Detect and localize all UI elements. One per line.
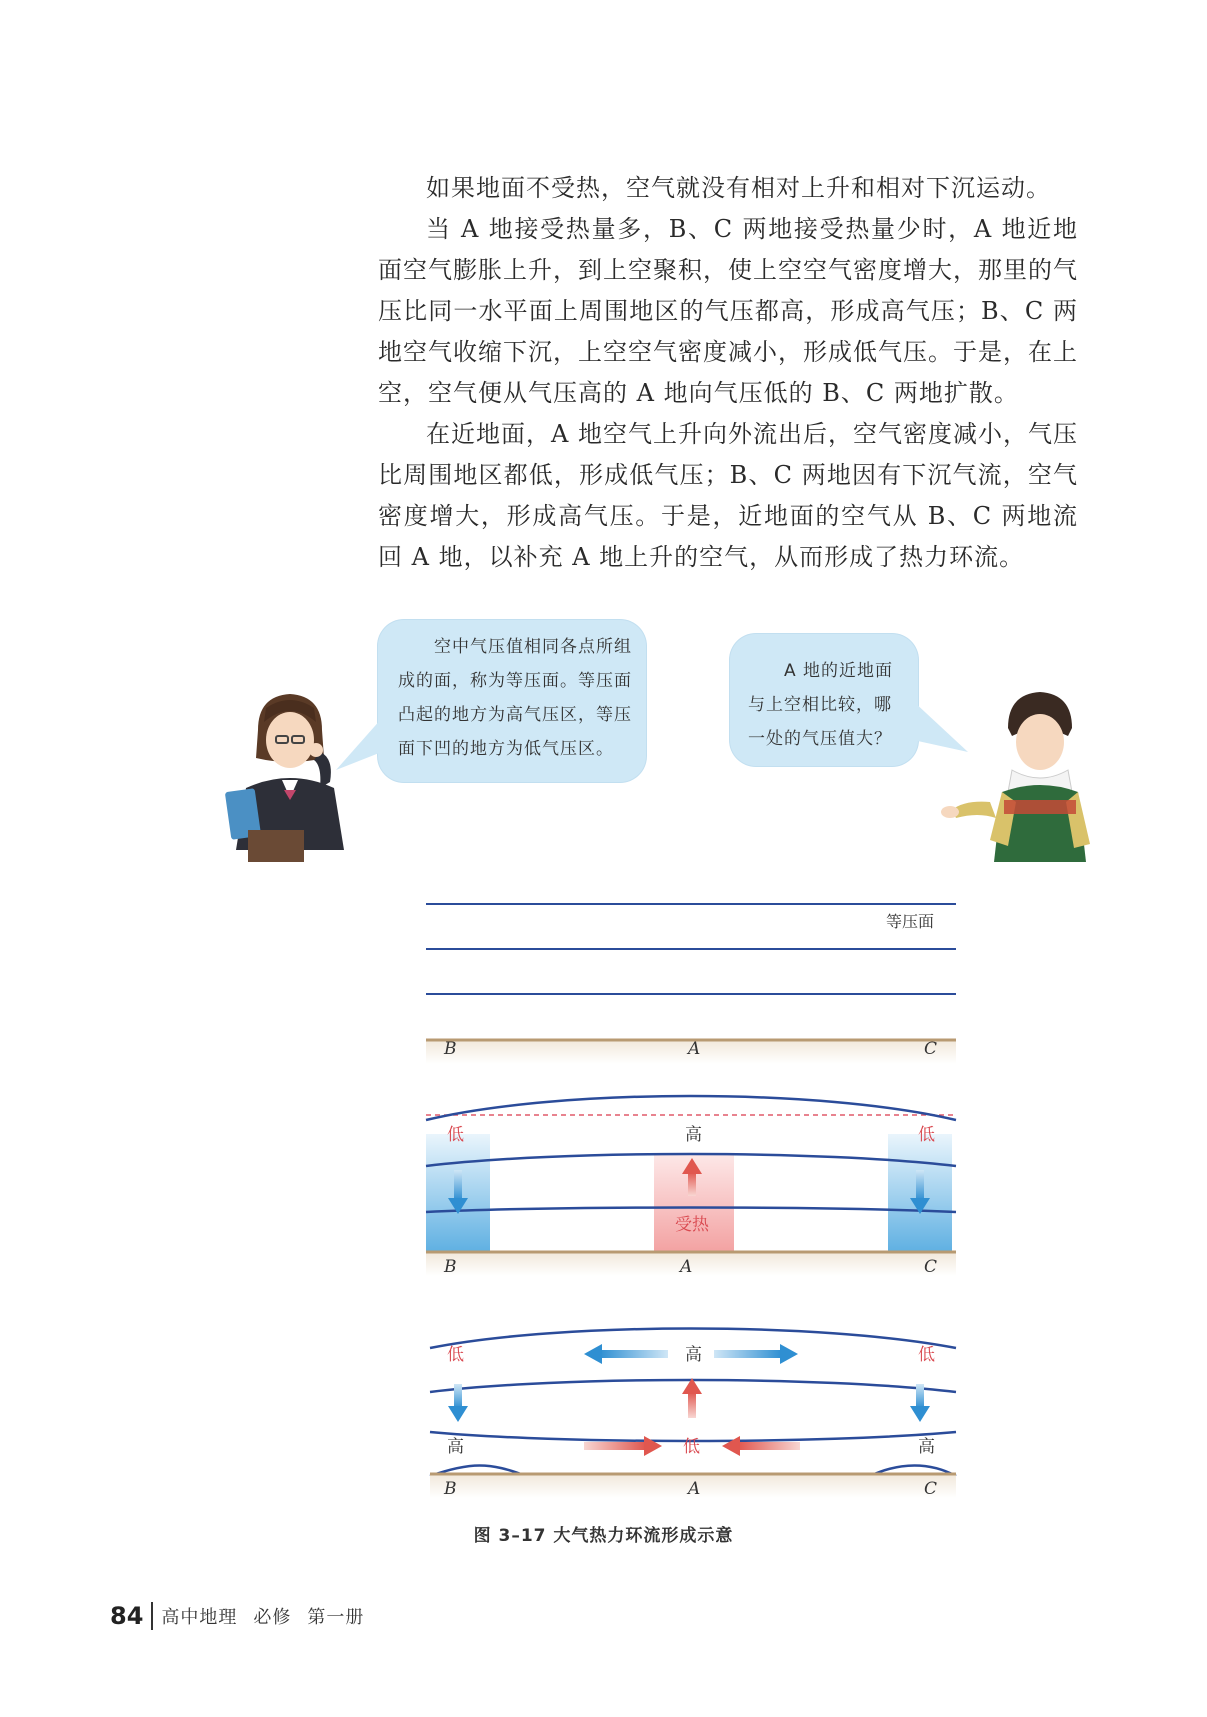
pressure-low-top-left: 低 [447, 1345, 464, 1365]
bubble-line: 一处的气压值大？ [748, 729, 892, 749]
panel-thermal-circulation [430, 1329, 956, 1500]
teacher-character [225, 694, 344, 862]
place-label-a: A [688, 1039, 701, 1059]
pressure-low-top-right: 低 [918, 1345, 935, 1365]
arrow-upper-right [714, 1344, 798, 1364]
figure-caption: 图 3–17 大气热力环流形成示意 [473, 1526, 734, 1546]
bubble-line: 与上空相比较，哪 [748, 695, 892, 715]
bubble-line: 面下凹的地方为低气压区。 [398, 739, 614, 759]
student-speech-bubble [730, 634, 918, 766]
paragraph-1: 如果地面不受热，空气就没有相对上升和相对下沉运动。 [426, 174, 1051, 202]
panel-heated-center [426, 1096, 956, 1277]
place-label-b: B [444, 1479, 457, 1499]
arrow-upper-left [584, 1344, 668, 1364]
book-part: 第一册 [307, 1607, 365, 1628]
paragraph-2: 当 A 地接受热量多，B、C 两地接受热量少时，A 地近地面空气膨胀上升，到上空聚积，使上空空气密度增大，那里的气压比同一水平面上周围地区的气压都高，形成高气压；B、C 两地空气收缩下沉，上空空气密度减小，形成低气压。于是，在上空，空气便从气压高的 A 地向气压低的 B、C 两地扩散。 [378, 215, 1078, 407]
panel-uniform-heating [426, 904, 956, 1064]
place-label-a: A [688, 1479, 701, 1499]
page-footer [110, 1602, 380, 1630]
bubble-line: 成的面，称为等压面。等压面 [398, 671, 632, 691]
book-subject: 高中地理 [161, 1607, 238, 1628]
arrow-up-center [682, 1378, 702, 1418]
pressure-high-center: 高 [685, 1125, 702, 1145]
isobar-label: 等压面 [886, 912, 935, 931]
isobar-line [426, 1096, 956, 1120]
bubble-line: A 地的近地面 [784, 661, 894, 681]
place-label-c: C [924, 1039, 938, 1059]
student-character [941, 692, 1090, 862]
paragraph-3: 在近地面，A 地空气上升向外流出后，空气密度减小，气压比周围地区都低，形成低气压；B、C 两地因有下沉气流，空气密度增大，形成高气压。于是，近地面的空气从 B、C 两地流回 A 地，以补充 A 地上升的空气，从而形成了热力环流。 [378, 420, 1078, 571]
pressure-low-right: 低 [918, 1125, 935, 1145]
body-text [378, 168, 1078, 578]
bubble-line: 凸起的地方为高气压区，等压 [398, 705, 632, 725]
book-title [161, 1603, 380, 1629]
pressure-high-top-center: 高 [685, 1345, 702, 1365]
place-label-c: C [924, 1257, 938, 1277]
page-number: 84 [110, 1602, 144, 1630]
place-label-b: B [444, 1257, 457, 1277]
bubble-line: 空中气压值相同各点所组 [434, 637, 632, 657]
place-label-b: B [444, 1039, 457, 1059]
pressure-low-bottom-center: 低 [683, 1437, 700, 1457]
pressure-high-bottom-right: 高 [918, 1437, 935, 1457]
pressure-low-left: 低 [447, 1125, 464, 1145]
book-volume: 必修 [253, 1607, 292, 1628]
heated-label: 受热 [675, 1215, 709, 1235]
footer-divider [151, 1602, 153, 1630]
pressure-high-bottom-left: 高 [447, 1437, 464, 1457]
teacher-speech-bubble [378, 620, 646, 782]
place-label-c: C [924, 1479, 938, 1499]
place-label-a: A [680, 1257, 693, 1277]
